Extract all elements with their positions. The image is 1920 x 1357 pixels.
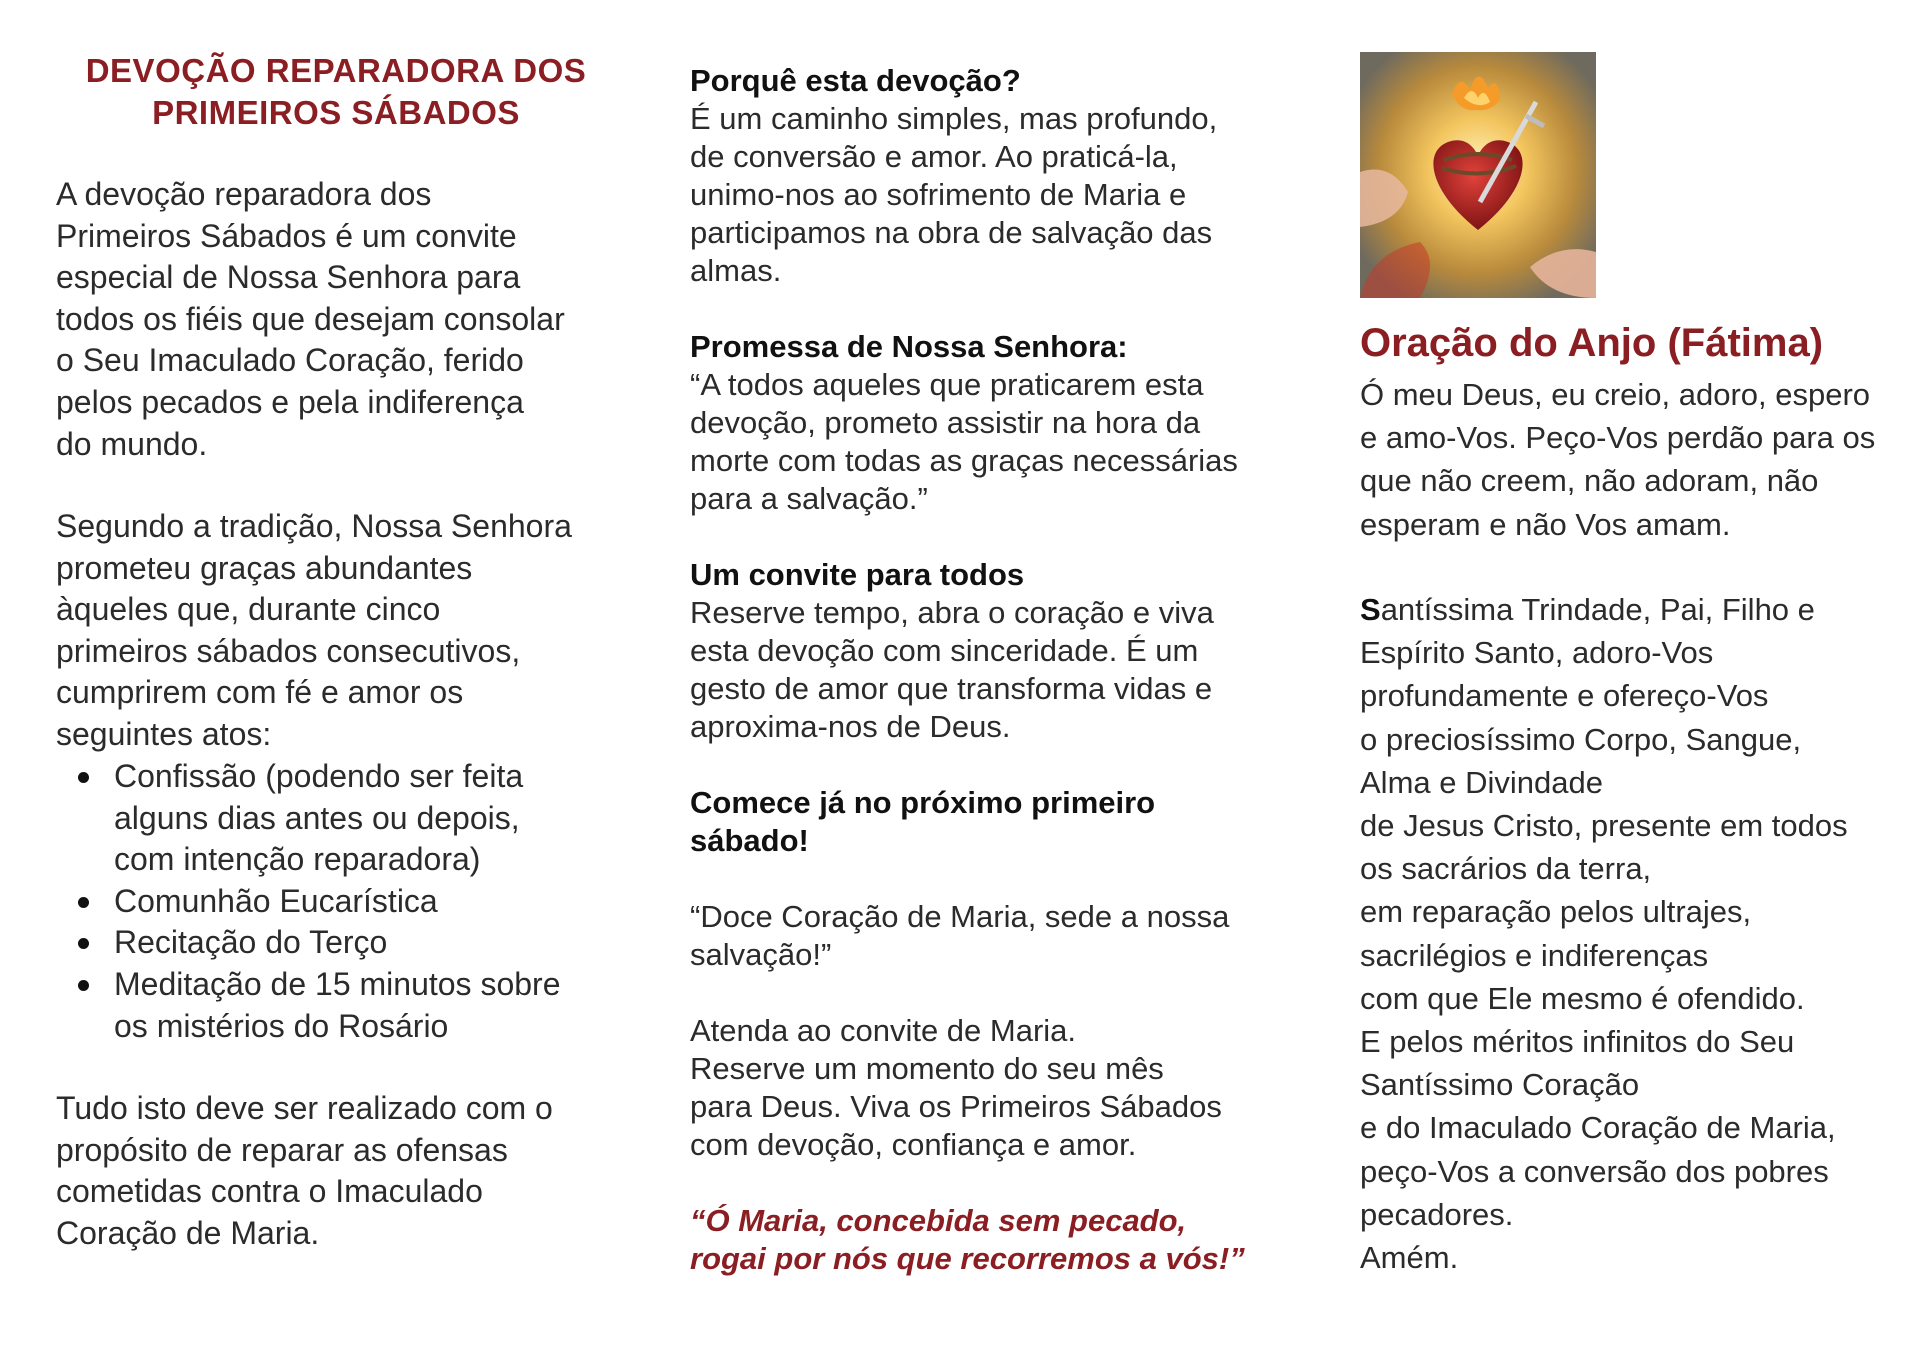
text-line: para Deus. Viva os Primeiros Sábados xyxy=(690,1089,1222,1124)
text-line: com intenção reparadora) xyxy=(114,841,481,878)
list-item xyxy=(56,964,616,1047)
text-line: seguintes atos: xyxy=(56,715,272,752)
text-line: salvação!” xyxy=(690,937,832,972)
text-line: Ó meu Deus, eu creio, adoro, espero xyxy=(1360,377,1871,412)
text-line: “Ó Maria, concebida sem pecado, xyxy=(690,1203,1187,1238)
tradition-paragraph xyxy=(56,506,616,756)
text-line: Comece já no próximo primeiro xyxy=(690,785,1156,820)
text-fragment: antíssima Trindade, Pai, Filho e xyxy=(1380,592,1815,627)
first-letter: S xyxy=(1360,592,1381,627)
title-line: PRIMEIROS SÁBADOS xyxy=(152,94,520,131)
prayer-title: Oração do Anjo (Fátima) xyxy=(1360,321,1824,365)
text-line: àqueles que, durante cinco xyxy=(56,591,441,628)
text-line: “A todos aqueles que praticarem esta xyxy=(690,367,1204,402)
text-line: Meditação de 15 minutos sobre xyxy=(114,965,561,1002)
text-line: especial de Nossa Senhora para xyxy=(56,259,521,296)
text-line: e do Imaculado Coração de Maria, xyxy=(1360,1110,1836,1146)
text-line: todos os fiéis que desejam consolar xyxy=(56,300,565,337)
section-heading xyxy=(690,784,1280,860)
start-section xyxy=(690,784,1280,860)
text-line: Um convite para todos xyxy=(690,557,1025,592)
text-line: cumprirem com fé e amor os xyxy=(56,674,464,711)
text-line: profundamente e ofereço-Vos xyxy=(1360,678,1769,714)
text-line: alguns dias antes ou depois, xyxy=(114,799,520,836)
text-line: o preciosíssimo Corpo, Sangue, xyxy=(1360,721,1802,757)
text-line: os mistérios do Rosário xyxy=(114,1007,449,1044)
section-heading xyxy=(690,328,1280,366)
text-line: Amém. xyxy=(1360,1240,1459,1276)
left-title xyxy=(56,50,616,134)
text-line: “Doce Coração de Maria, sede a nossa xyxy=(690,899,1230,934)
text-line: A devoção reparadora dos xyxy=(56,176,432,212)
text-line: e amo-Vos. Peço-Vos perdão para os xyxy=(1360,420,1876,456)
section-heading xyxy=(690,556,1280,594)
text-line: E pelos méritos infinitos do Seu xyxy=(1360,1024,1795,1060)
text-line: Atenda ao convite de Maria. xyxy=(690,1013,1077,1048)
quote xyxy=(690,898,1280,974)
text-line: primeiros sábados consecutivos, xyxy=(56,632,521,669)
text-line: devoção, prometo assistir na hora da xyxy=(690,405,1201,440)
text-line: aproxima-nos de Deus. xyxy=(690,709,1011,744)
text-line: com devoção, confiança e amor. xyxy=(690,1127,1137,1162)
text-line: sábado! xyxy=(690,823,809,858)
text-line: Alma e Divindade xyxy=(1360,764,1603,800)
text-line: sacrilégios e indiferenças xyxy=(1360,937,1709,973)
text-line: unimo-nos ao sofrimento de Maria e xyxy=(690,177,1187,212)
why-section xyxy=(690,62,1280,290)
text-line: Primeiros Sábados é um convite xyxy=(56,217,517,254)
text-line: Promessa de Nossa Senhora: xyxy=(690,329,1128,364)
text-line: pelos pecados e pela indiferença xyxy=(56,383,524,420)
text-line: Espírito Santo, adoro-Vos xyxy=(1360,635,1714,671)
text-line: que não creem, não adoram, não xyxy=(1360,463,1819,499)
text-line: os sacrários da terra, xyxy=(1360,851,1652,887)
text-line: gesto de amor que transforma vidas e xyxy=(690,671,1213,706)
acts-list xyxy=(56,756,616,1047)
intro-paragraph xyxy=(56,174,616,465)
text-line: peço-Vos a conversão dos pobres xyxy=(1360,1153,1829,1189)
text-line: Comunhão Eucarística xyxy=(114,882,438,919)
text-line: de conversão e amor. Ao praticá-la, xyxy=(690,139,1178,174)
text-line: Confissão (podendo ser feita xyxy=(114,758,524,794)
text-line: Tudo isto deve ser realizado com o xyxy=(56,1090,553,1126)
text-line: o Seu Imaculado Coração, ferido xyxy=(56,342,524,379)
promise-section xyxy=(690,328,1280,518)
list-item xyxy=(56,756,616,881)
text-line: Recitação do Terço xyxy=(114,924,388,961)
text-line: almas. xyxy=(690,253,782,288)
text-line: Santíssimo Coração xyxy=(1360,1067,1640,1103)
text-line: Segundo a tradição, Nossa Senhora xyxy=(56,508,572,544)
text-line: propósito de reparar as ofensas xyxy=(56,1131,508,1168)
text-line: É um caminho simples, mas profundo, xyxy=(690,101,1218,136)
text-line: do mundo. xyxy=(56,425,208,462)
text-line xyxy=(1360,588,1900,631)
title-line: DEVOÇÃO REPARADORA DOS xyxy=(85,52,587,89)
text-line: Reserve um momento do seu mês xyxy=(690,1051,1164,1086)
text-line: Porquê esta devoção? xyxy=(690,63,1021,98)
text-line: morte com todas as graças necessárias xyxy=(690,443,1238,478)
text-line: prometeu graças abundantes xyxy=(56,549,473,586)
text-line: participamos na obra de salvação das xyxy=(690,215,1213,250)
text-line: Reserve tempo, abra o coração e viva xyxy=(690,595,1214,630)
invitation-section xyxy=(690,556,1280,746)
text-line: esta devoção com sinceridade. É um xyxy=(690,633,1199,668)
text-line: Coração de Maria. xyxy=(56,1214,320,1251)
text-line: de Jesus Cristo, presente em todos xyxy=(1360,808,1848,844)
closing-paragraph xyxy=(56,1088,616,1254)
section-heading xyxy=(690,62,1280,100)
text-line: rogai por nós que recorremos a vós!” xyxy=(690,1241,1245,1276)
text-line: para a salvação.” xyxy=(690,481,928,516)
sacred-heart-image xyxy=(1360,52,1596,298)
text-line: em reparação pelos ultrajes, xyxy=(1360,894,1752,930)
list-item xyxy=(56,922,616,964)
final-prayer xyxy=(690,1202,1280,1278)
angel-prayer xyxy=(1360,373,1900,546)
list-item xyxy=(56,881,616,923)
text-line: com que Ele mesmo é ofendido. xyxy=(1360,980,1805,1016)
trinity-prayer xyxy=(1360,588,1900,1279)
call-paragraph xyxy=(690,1012,1280,1164)
text-line: esperam e não Vos amam. xyxy=(1360,506,1731,542)
text-line: cometidas contra o Imaculado xyxy=(56,1173,483,1210)
text-line: pecadores. xyxy=(1360,1196,1514,1232)
